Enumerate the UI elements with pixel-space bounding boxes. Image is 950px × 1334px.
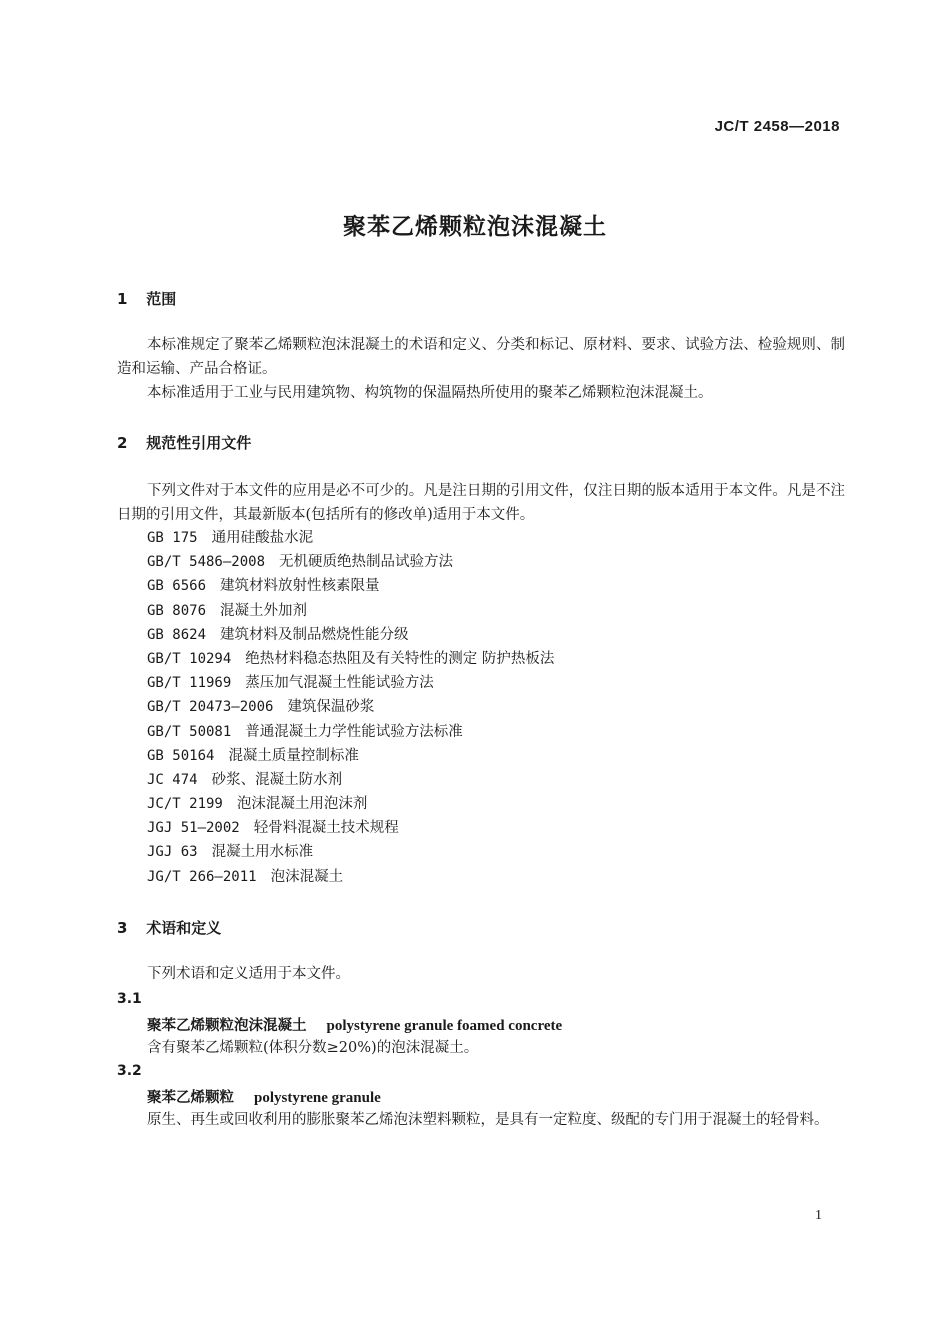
reference-item	[147, 768, 554, 792]
term-number: 3.1	[117, 991, 142, 1007]
reference-title: 无机硬质绝热制品试验方法	[279, 554, 454, 571]
section-number: 1	[117, 290, 128, 308]
term-en: polystyrene granule	[254, 1090, 381, 1106]
reference-item	[147, 816, 554, 840]
term-heading	[147, 1014, 562, 1035]
standard-code: JC/T 2458—2018	[714, 118, 840, 135]
reference-code: GB 8624	[147, 626, 207, 643]
term-zh: 聚苯乙烯颗粒	[147, 1090, 234, 1106]
term-zh: 聚苯乙烯颗粒泡沫混凝土	[147, 1018, 307, 1034]
reference-code: JGJ 51—2002	[147, 820, 240, 837]
reference-title: 混凝土外加剂	[220, 602, 308, 619]
reference-item	[147, 792, 554, 816]
reference-item	[147, 526, 554, 550]
reference-title: 绝热材料稳态热阻及有关特性的测定 防护热板法	[245, 650, 555, 667]
reference-code: GB/T 11969	[147, 675, 232, 692]
reference-item	[147, 623, 554, 647]
reference-code: JGJ 63	[147, 844, 198, 861]
term-en: polystyrene granule foamed concrete	[326, 1018, 563, 1034]
reference-title: 普通混凝土力学性能试验方法标准	[245, 723, 463, 740]
section-number: 3	[117, 919, 128, 937]
section-title: 规范性引用文件	[146, 434, 252, 452]
reference-title: 混凝土用水标准	[211, 844, 314, 861]
reference-title: 建筑材料放射性核素限量	[220, 578, 380, 595]
reference-code: GB/T 5486—2008	[147, 554, 266, 571]
reference-item	[147, 671, 554, 695]
section-number: 2	[117, 434, 128, 452]
reference-title: 泡沫混凝土	[270, 868, 344, 885]
section-title: 范围	[146, 290, 177, 308]
reference-item	[147, 840, 554, 864]
term-heading	[147, 1086, 381, 1107]
reference-code: GB 175	[147, 530, 198, 546]
reference-title: 蒸压加气混凝土性能试验方法	[245, 675, 434, 692]
reference-code: GB 6566	[147, 578, 207, 595]
reference-item	[147, 744, 554, 768]
reference-item	[147, 574, 554, 598]
reference-item	[147, 599, 554, 623]
reference-title: 建筑材料及制品燃烧性能分级	[220, 626, 409, 643]
references-intro: 下列文件对于本文件的应用是必不可少的。凡是注日期的引用文件，仅注日期的版本适用于本文件。凡是不注日期的引用文件，其最新版本(包括所有的修改单)适用于本文件。	[117, 483, 845, 523]
reference-title: 通用硅酸盐水泥	[211, 530, 314, 546]
section-1-heading	[117, 288, 176, 309]
reference-code: JC 474	[147, 771, 198, 788]
scope-paragraph-2: 本标准适用于工业与民用建筑物、构筑物的保温隔热所使用的聚苯乙烯颗粒泡沫混凝土。	[147, 385, 713, 401]
term-definition: 含有聚苯乙烯颗粒(体积分数≥20%)的泡沫混凝土。	[147, 1040, 479, 1056]
section-2-heading	[117, 432, 251, 453]
reference-item	[147, 647, 554, 671]
section-title: 术语和定义	[146, 919, 222, 937]
reference-code: JG/T 266—2011	[147, 868, 257, 885]
term-definition: 原生、再生或回收利用的膨胀聚苯乙烯泡沫塑料颗粒，是具有一定粒度、级配的专门用于混凝土的轻骨料。	[147, 1112, 829, 1128]
reference-title: 泡沫混凝土用泡沫剂	[236, 796, 368, 813]
reference-title: 建筑保温砂浆	[287, 699, 375, 716]
reference-item	[147, 865, 554, 889]
term-number: 3.2	[117, 1063, 142, 1079]
reference-title: 混凝土质量控制标准	[228, 747, 359, 764]
reference-code: JC/T 2199	[147, 796, 223, 813]
reference-item	[147, 695, 554, 719]
scope-paragraph-1: 本标准规定了聚苯乙烯颗粒泡沫混凝土的术语和定义、分类和标记、原材料、要求、试验方法、检验规则、制造和运输、产品合格证。	[117, 337, 845, 377]
reference-title: 轻骨料混凝土技术规程	[253, 820, 399, 837]
reference-item	[147, 550, 554, 574]
reference-list	[147, 526, 554, 889]
reference-title: 砂浆、混凝土防水剂	[211, 771, 343, 788]
reference-code: GB 8076	[147, 602, 207, 619]
reference-code: GB/T 50081	[147, 723, 232, 740]
section-3-heading	[117, 917, 221, 938]
reference-item	[147, 720, 554, 744]
reference-code: GB/T 20473—2006	[147, 699, 274, 716]
page-number: 1	[815, 1208, 822, 1223]
reference-code: GB 50164	[147, 747, 215, 764]
terms-intro: 下列术语和定义适用于本文件。	[147, 966, 350, 982]
document-title: 聚苯乙烯颗粒泡沫混凝土	[343, 214, 607, 240]
reference-code: GB/T 10294	[147, 650, 232, 667]
